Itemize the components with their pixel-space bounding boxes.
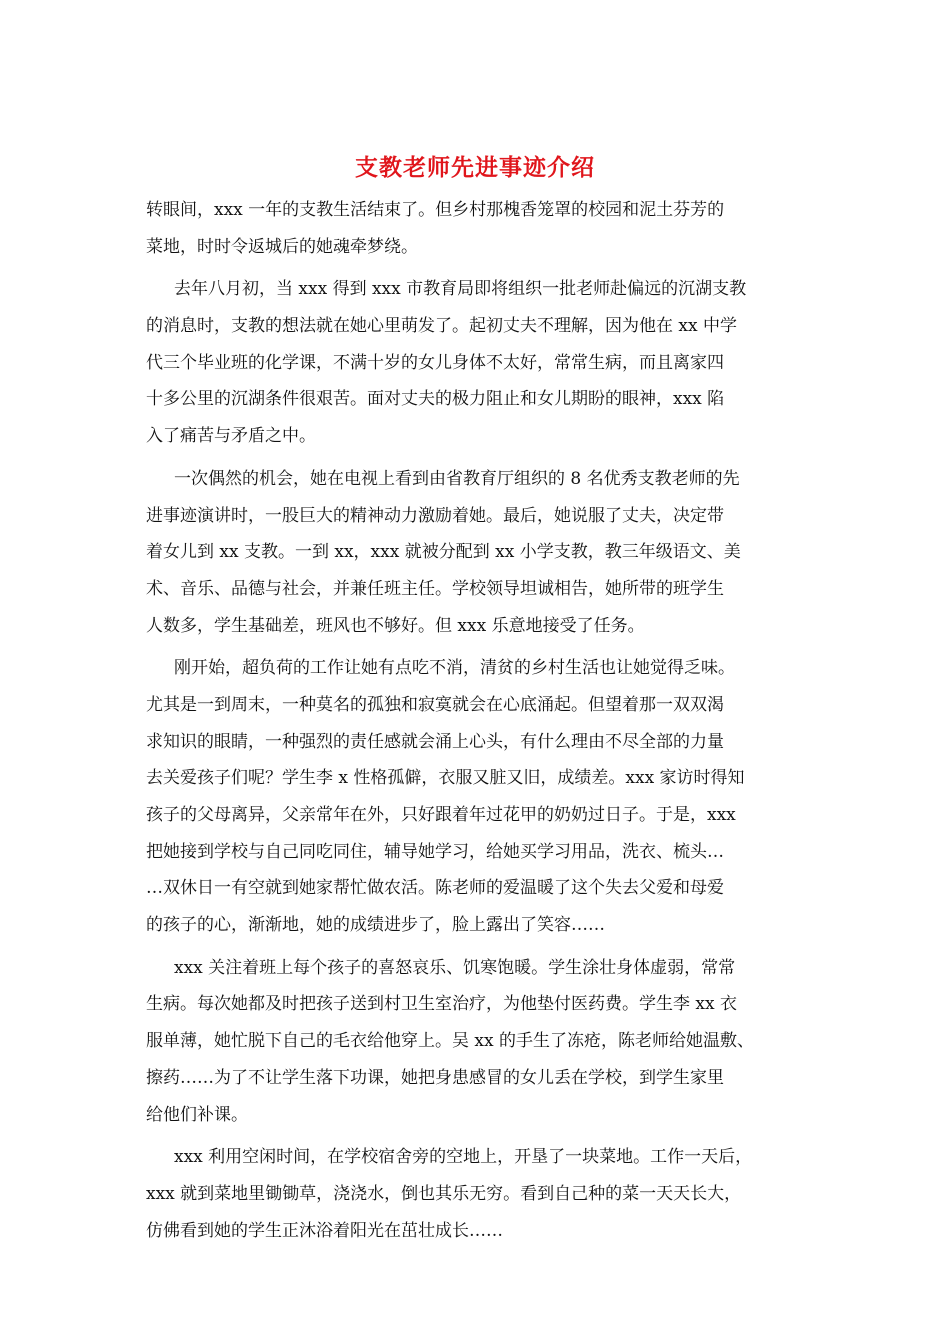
- paragraph-line: 去关爱孩子们呢？学生李 x 性格孤僻，衣服又脏又旧，成绩差。xxx 家访时得知: [146, 768, 745, 789]
- paragraph-line: 进事迹演讲时，一股巨大的精神动力激励着她。最后，她说服了丈夫，决定带: [146, 505, 724, 526]
- paragraph-line: 一次偶然的机会，她在电视上看到由省教育厅组织的 8 名优秀支教老师的先: [174, 468, 740, 489]
- paragraph-line: 去年八月初，当 xxx 得到 xxx 市教育局即将组织一批老师赴偏远的沉湖支教: [174, 279, 747, 300]
- paragraph-line: 术、音乐、品德与社会，并兼任班主任。学校领导坦诚相告，她所带的班学生: [146, 578, 724, 599]
- paragraph-line: 的消息时，支教的想法就在她心里萌发了。起初丈夫不理解，因为他在 xx 中学: [146, 316, 737, 337]
- paragraph-6: [146, 1139, 810, 1249]
- paragraph-line: 仿佛看到她的学生正沐浴着阳光在茁壮成长……: [146, 1220, 503, 1241]
- paragraph-line: 人数多，学生基础差，班风也不够好。但 xxx 乐意地接受了任务。: [146, 615, 645, 636]
- paragraph-line: 生病。每次她都及时把孩子送到村卫生室治疗，为他垫付医药费。学生李 xx 衣: [146, 994, 737, 1015]
- paragraph-3: [146, 461, 810, 644]
- paragraph-line: xxx 关注着班上每个孩子的喜怒哀乐、饥寒饱暖。学生涂壮身体虚弱，常常: [174, 957, 736, 978]
- paragraph-line: 刚开始，超负荷的工作让她有点吃不消，清贫的乡村生活也让她觉得乏味。: [174, 658, 735, 679]
- document-body: [146, 192, 810, 1255]
- paragraph-line: 尤其是一到周末，一种莫名的孤独和寂寞就会在心底涌起。但望着那一双双渴: [146, 694, 724, 715]
- paragraph-line: 转眼间，xxx 一年的支教生活结束了。但乡村那槐香笼罩的校园和泥土芬芳的: [146, 200, 725, 220]
- paragraph-line: 孩子的父母离异，父亲常年在外，只好跟着年过花甲的奶奶过日子。于是，xxx: [146, 805, 736, 825]
- paragraph-line: 着女儿到 xx 支教。一到 xx，xxx 就被分配到 xx 小学支教，教三年级语文、美: [146, 542, 741, 563]
- paragraph-4: [146, 650, 810, 944]
- paragraph-line: 的孩子的心，渐渐地，她的成绩进步了，脸上露出了笑容……: [146, 915, 605, 936]
- paragraph-line: 擦药……为了不让学生落下功课，她把身患感冒的女儿丢在学校，到学生家里: [146, 1067, 724, 1088]
- paragraph-line: …双休日一有空就到她家帮忙做农活。陈老师的爱温暖了这个失去父爱和母爱: [146, 878, 724, 899]
- paragraph-2: [146, 271, 810, 454]
- paragraph-line: 入了痛苦与矛盾之中。: [146, 426, 316, 447]
- paragraph-line: 给他们补课。: [146, 1104, 248, 1125]
- paragraph-line: 服单薄，她忙脱下自己的毛衣给他穿上。吴 xx 的手生了冻疮，陈老师给她温敷、: [146, 1031, 754, 1052]
- paragraph-line: 求知识的眼睛，一种强烈的责任感就会涌上心头，有什么理由不尽全部的力量: [146, 731, 724, 752]
- paragraph-line: xxx 利用空闲时间，在学校宿舍旁的空地上，开垦了一块菜地。工作一天后，: [174, 1147, 753, 1168]
- paragraph-line: xxx 就到菜地里锄锄草，浇浇水，倒也其乐无穷。看到自己种的菜一天天长大，: [146, 1183, 742, 1204]
- paragraph-1: [146, 192, 810, 265]
- paragraph-line: 把她接到学校与自己同吃同住，辅导她学习，给她买学习用品，洗衣、梳头…: [146, 841, 724, 862]
- paragraph-line: 菜地，时时令返城后的她魂牵梦绕。: [146, 236, 418, 257]
- document-title: 支教老师先进事迹介绍: [355, 154, 595, 181]
- paragraph-5: [146, 950, 810, 1133]
- paragraph-line: 代三个毕业班的化学课，不满十岁的女儿身体不太好，常常生病，而且离家四: [146, 352, 724, 373]
- paragraph-line: 十多公里的沉湖条件很艰苦。面对丈夫的极力阻止和女儿期盼的眼神，xxx 陷: [146, 389, 725, 410]
